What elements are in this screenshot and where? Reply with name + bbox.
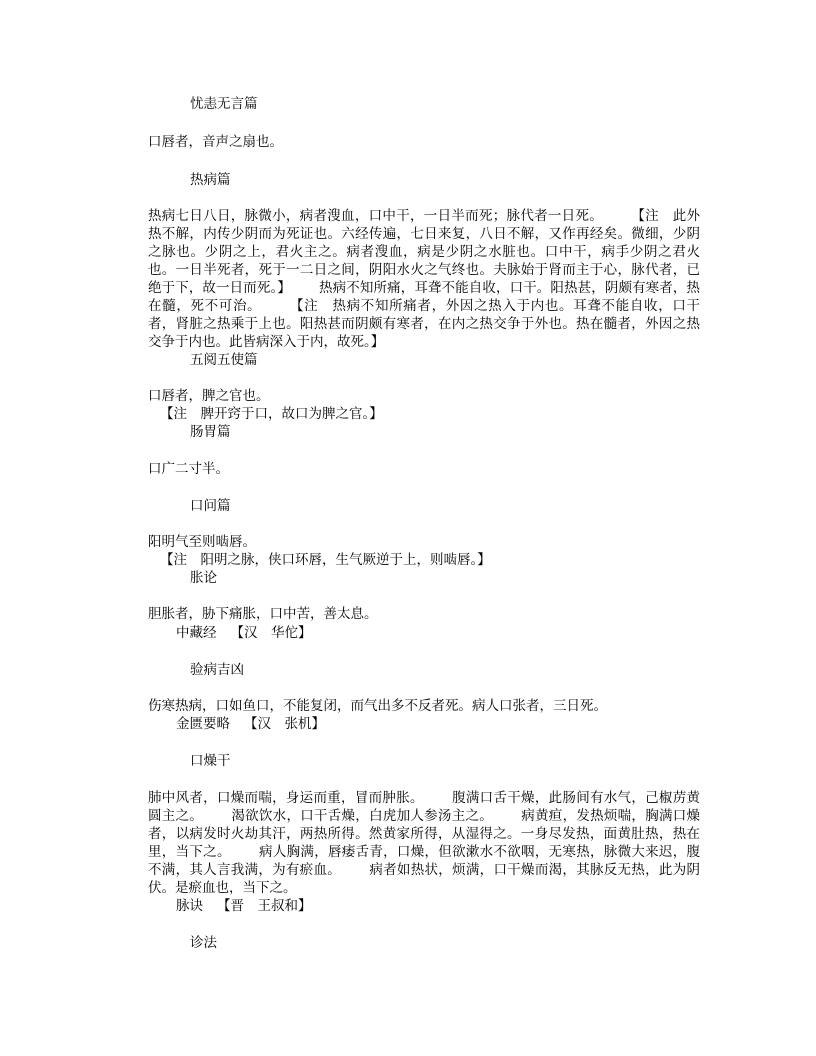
rebing-text: 热病七日八日，脉微小，病者溲血，口中干，一日半而死；脉代者一日死。 [148,208,604,224]
heading-kouzao: 口燥干 [190,753,231,769]
heading-wuyue: 五阅五使篇 [190,352,258,368]
heading-youhui: 忧恚无言篇 [190,96,258,112]
kouzao-s1: 肺中风者，口燥而喘，身运而重，冒而肿胀。 [148,790,424,806]
book-heading-maijue [176,897,312,915]
book-author: 【汉 张机】 [244,716,325,732]
paragraph-changwei: 口广二寸半。 [148,461,229,477]
kouzao-s2: 腹满口舌干燥，此肠间有水气，己椒苈黄圆主之。 [148,790,701,824]
paragraph-zhanglun: 胆胀者，胁下痛胀，口中苦，善太息。 [148,606,378,622]
heading-zhenfa: 诊法 [190,935,217,951]
rebing-note-2: 【注 热病不知所痛者，外因之热入于内也。耳聋不能自收，口干者，肾脏之热乘于上也。阳热甚而阴颇有寒者，在内之热交争于外也。热在髓者，外因之热交争于内也。此皆病深入于内，故死。】 [148,298,701,350]
paragraph-yanbing: 伤寒热病，口如鱼口，不能复闭，而气出多不反者死。病人口张者，三日死。 [148,698,607,714]
book-title: 中藏经 [176,625,217,641]
paragraph-kouwen: 阳明气至则啮唇。 [148,534,256,550]
paragraph-youhui: 口唇者，音声之扇也。 [148,134,283,150]
kouzao-s6: 病者如热状，烦满，口干燥而渴，其脉反无热，此为阴伏。是瘀血也，当下之。 [148,862,701,896]
book-heading-jingui [176,715,325,733]
book-title: 脉诀 [176,898,203,914]
book-author: 【汉 华佗】 [230,625,312,641]
book-heading-zhongzangjing [176,624,312,642]
note-wuyue: 【注 脾开窍于口，故口为脾之官。】 [160,406,383,422]
paragraph-wuyue: 口唇者，脾之官也。 [148,388,270,404]
heading-rebing: 热病篇 [190,172,231,188]
heading-changwei: 肠胃篇 [190,424,231,440]
heading-zhanglun: 胀论 [190,570,217,586]
rebing-note-1: 【注 此外热不解，内传少阴而为死证也。六经传遍，七日来复，八日不解，又作再经矣。微细，少阴之脉也。少阴之上，君火主之。病者溲血，病是少阴之水脏也。口中干，病手少阴之君火也。一日半死者，死于一二日之间，阴阳水火之气终也。夫脉始于肾而主于心，脉代者，已绝于下，故一日而死。】 [148,208,701,296]
kouzao-s3: 渴欲饮水，口干舌燥，白虎加人参汤主之。 [231,808,493,824]
kouzao-s4: 病黄疸，发热烦喘，胸满口燥者，以病发时火劫其汗，两热所得。然黄家所得，从湿得之。一身尽发热，面黄肚热，热在里，当下之。 [148,808,701,860]
paragraph-kouzao [148,789,700,897]
book-title: 金匮要略 [176,716,230,732]
note-kouwen: 【注 阳明之脉，侠口环唇，生气厥逆于上，则啮唇。】 [160,552,491,568]
paragraph-rebing [148,207,700,351]
kouzao-s5: 病人胸满，唇痿舌青，口燥，但欲漱水不欲咽，无寒热，脉微大来迟，腹不满，其人言我满，为有瘀血。 [148,844,701,878]
heading-kouwen: 口问篇 [190,498,231,514]
book-author: 【晋 王叔和】 [217,898,312,914]
rebing-text-2: 热病不知所痛，耳聋不能自收，口干。阳热甚，阴颇有寒者，热在髓，死不可治。 [148,280,701,314]
heading-yanbing: 验病吉凶 [190,662,244,678]
